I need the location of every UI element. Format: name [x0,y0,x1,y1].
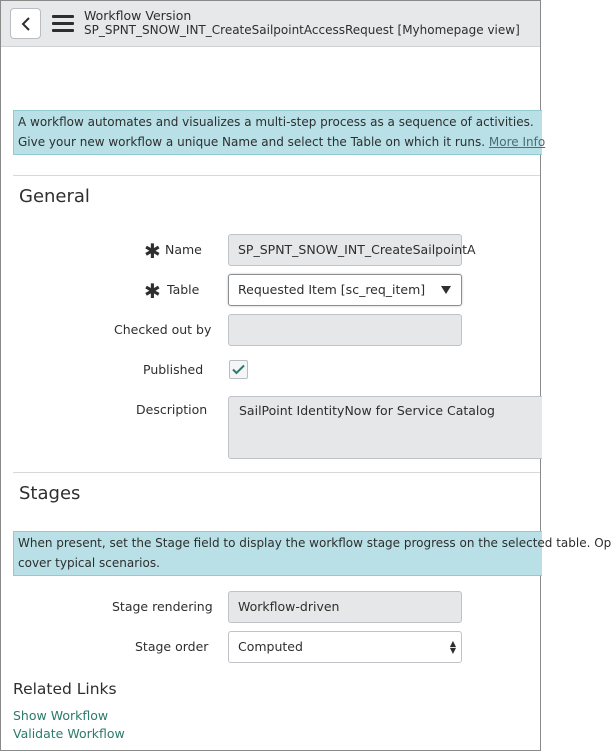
table-select-value: Requested Item [sc_req_item] [238,282,426,297]
table-label: Table [167,282,200,297]
published-label: Published [143,362,204,377]
caret-down-icon [441,286,451,294]
mandatory-asterisk-icon: ✱ [144,279,161,303]
checked-out-by-label: Checked out by [114,322,212,337]
stages-info-message [13,531,611,576]
form-header [1,1,540,47]
general-section-title: General [19,186,90,207]
info-line-2: Give your new workflow a unique Name and select the Table on which it runs. [18,135,489,149]
stages-section-title: Stages [19,483,81,504]
more-info-link[interactable]: More Info [488,135,546,149]
section-divider [13,175,540,176]
name-label: Name [165,242,202,257]
checked-out-by-field[interactable] [228,314,462,346]
info-line-1: A workflow automates and visualizes a multi-step process as a sequence of activities. [18,115,534,129]
description-field[interactable]: SailPoint IdentityNow for Service Catalog [228,396,542,459]
back-button[interactable] [10,8,41,39]
chevron-left-icon [19,16,33,32]
mandatory-asterisk-icon: ✱ [144,239,161,263]
published-checkbox[interactable] [229,360,248,379]
stage-rendering-field[interactable]: Workflow-driven [228,591,462,623]
related-links-title: Related Links [13,680,117,698]
validate-workflow-link[interactable]: Validate Workflow [13,726,125,741]
description-label: Description [136,402,208,417]
checkmark-icon [232,364,245,375]
stages-info-line-1: When present, set the Stage field to display the workflow stage progress on the selected table. Op [18,536,611,550]
workflow-info-message [13,110,546,155]
stage-order-value: Computed [238,639,303,654]
stage-rendering-label: Stage rendering [112,599,213,614]
select-arrows-icon: ▲ ▼ [449,639,456,655]
hamburger-menu-icon[interactable] [52,15,74,33]
record-type-title: Workflow Version [84,8,192,23]
name-field[interactable]: SP_SPNT_SNOW_INT_CreateSailpointA [228,234,462,266]
section-divider [13,472,540,473]
table-select[interactable] [228,274,462,306]
stages-info-line-2: cover typical scenarios. [18,556,160,570]
stage-order-select[interactable] [228,631,462,663]
record-display-value: SP_SPNT_SNOW_INT_CreateSailpointAccessRequest [Myhomepage view] [84,23,520,37]
stage-order-label: Stage order [135,639,209,654]
show-workflow-link[interactable]: Show Workflow [13,708,109,723]
page-title [84,8,520,38]
